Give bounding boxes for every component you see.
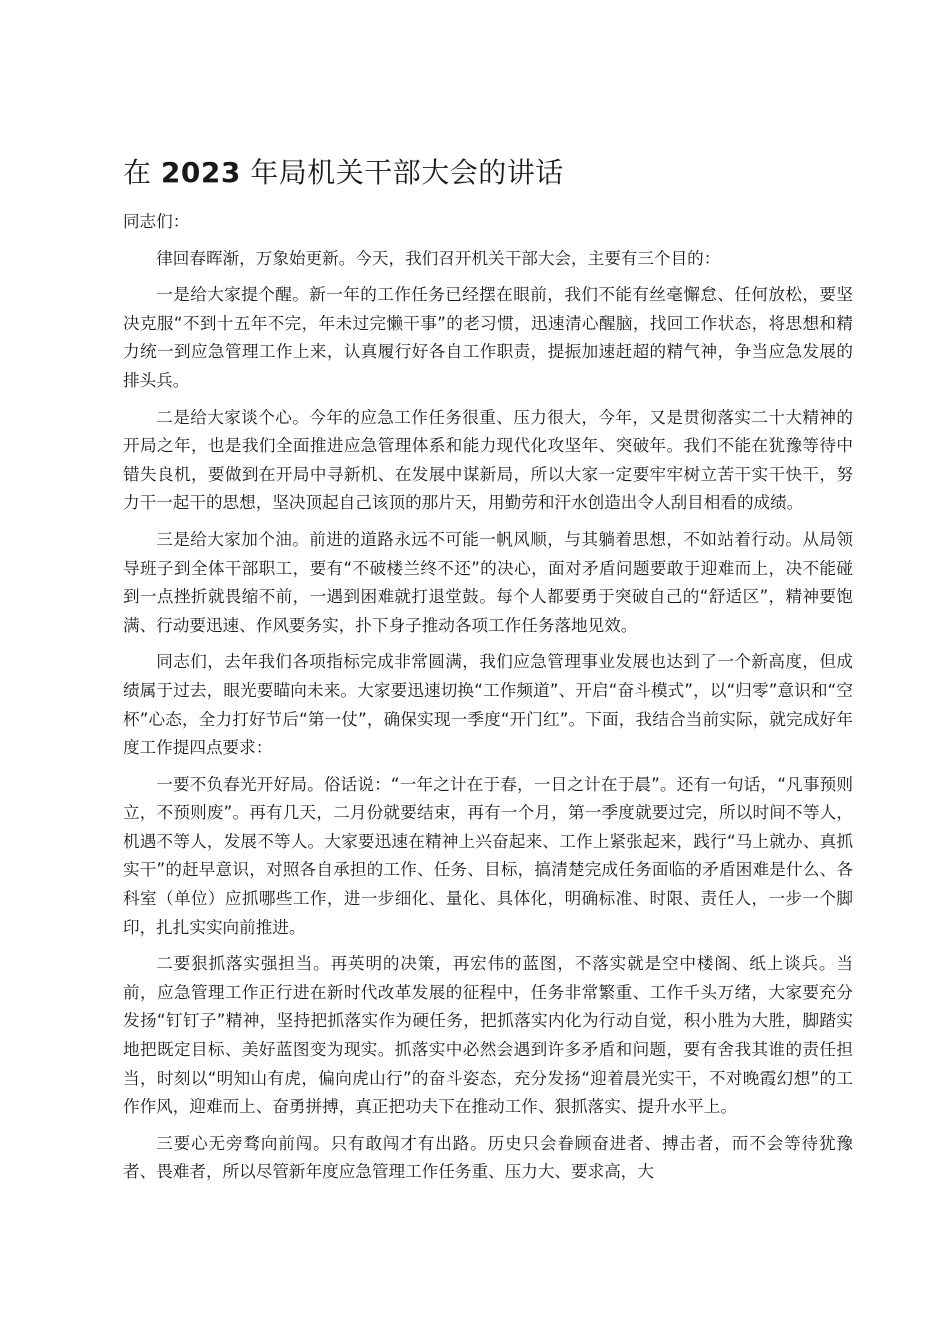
paragraph-purpose-3: 三是给大家加个油。前进的道路永远不可能一帆风顺，与其躺着思想，不如站着行动。从局领导班子到全体干部职工，要有“不破楼兰终不还”的决心，面对矛盾问题要敢于迎难而上，决不能碰到一点挫折就畏缩不前，一遇到困难就打退堂鼓。每个人都要勇于突破自己的“舒适区”，精神要饱满、行动要迅速、作风要务实，扑下身子推动各项工作任务落地见效。: [123, 529, 853, 635]
document-title: [123, 152, 564, 194]
paragraph-requirement-2: 二要狠抓落实强担当。再英明的决策，再宏伟的蓝图，不落实就是空中楼阁、纸上谈兵。当前，应急管理工作正行进在新时代改革发展的征程中，任务非常繁重、工作千头万绪，大家要充分发扬“钉钉子”精神，坚持把抓落实作为硬任务，把抓落实内化为行动自觉，积小胜为大胜，脚踏实地把既定目标、美好蓝图变为现实。抓落实中必然会遇到许多矛盾和问题，要有舍我其谁的责任担当，时刻以“明知山有虎，偏向虎山行”的奋斗姿态，充分发扬“迎着晨光实干，不对晚霞幻想”的工作作风，迎难而上、奋勇拼搏，真正把功夫下在推动工作、狠抓落实、提升水平上。: [123, 954, 853, 1117]
title-prefix: 在: [123, 156, 161, 189]
title-year: 2023: [160, 156, 241, 189]
paragraph-opening: 律回春晖渐，万象始更新。今天，我们召开机关干部大会，主要有三个目的：: [156, 248, 721, 268]
salutation: 同志们：: [123, 212, 190, 231]
paragraph-transition: 同志们，去年我们各项指标完成非常圆满，我们应急管理事业发展也达到了一个新高度，但成绩属于过去，眼光要瞄向未来。大家要迅速切换“工作频道”、开启“奋斗模式”，以“归零”意识和“空杯”心态，全力打好节后“第一仗”，确保实现一季度“开门红”。下面，我结合当前实际，就完成好年度工作提四点要求：: [123, 652, 853, 758]
document-body: [123, 208, 853, 1195]
paragraph-purpose-2: 二是给大家谈个心。今年的应急工作任务很重、压力很大，今年，又是贯彻落实二十大精神的开局之年，也是我们全面推进应急管理体系和能力现代化攻坚年、突破年。我们不能在犹豫等待中错失良机，要做到在开局中寻新机、在发展中谋新局，所以大家一定要牢牢树立苦干实干快干，努力干一起干的思想，坚决顶起自己该顶的那片天，用勤劳和汗水创造出令人刮目相看的成绩。: [123, 407, 853, 513]
title-suffix: 年局机关干部大会的讲话: [240, 156, 564, 189]
paragraph-requirement-3: 三要心无旁骛向前闯。只有敢闯才有出路。历史只会眷顾奋进者、搏击者，而不会等待犹豫者、畏难者，所以尽管新年度应急管理工作任务重、压力大、要求高，大: [123, 1133, 853, 1182]
paragraph-requirement-1: 一要不负春光开好局。俗话说：“一年之计在于春，一日之计在于晨”。还有一句话，“凡事预则立，不预则废”。再有几天，二月份就要结束，再有一个月，第一季度就要过完，所以时间不等人，机遇不等人，发展不等人。大家要迅速在精神上兴奋起来、工作上紧张起来，践行“马上就办、真抓实干”的赶早意识，对照各自承担的工作、任务、目标，搞清楚完成任务面临的矛盾困难是什么、各科室（单位）应抓哪些工作，进一步细化、量化、具体化，明确标准、时限、责任人，一步一个脚印，扎扎实实向前推进。: [123, 774, 853, 937]
paragraph-purpose-1: 一是给大家提个醒。新一年的工作任务已经摆在眼前，我们不能有丝毫懈怠、任何放松，要坚决克服“不到十五年不完，年未过完懒干事”的老习惯，迅速清心醒脑，找回工作状态，将思想和精力统一到应急管理工作上来，认真履行好各自工作职责，提振加速赶超的精气神，争当应急发展的排头兵。: [123, 285, 853, 390]
